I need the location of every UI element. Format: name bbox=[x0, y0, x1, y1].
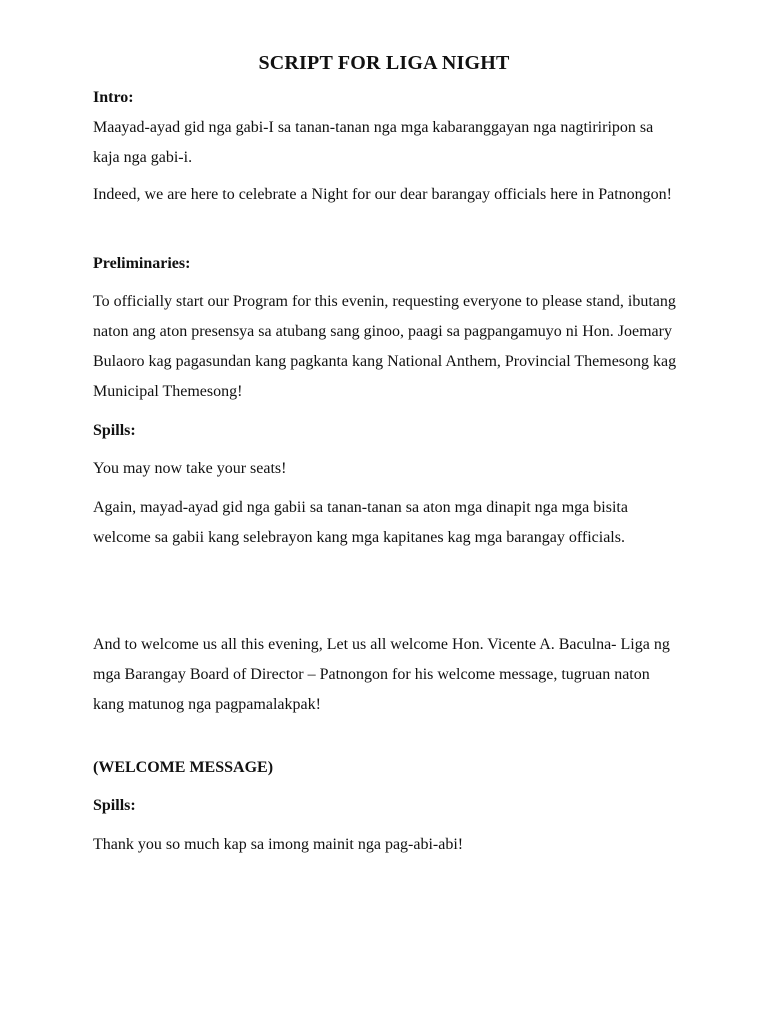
spills-paragraph-2: Again, mayad-ayad gid nga gabii sa tanan-tanan sa aton mga dinapit nga mga bisita welcome sa gabii kang selebrayon kang mga kapitanes kag mga barangay officials. bbox=[93, 499, 628, 546]
preliminaries-heading: Preliminaries: bbox=[93, 255, 191, 272]
welcome-message-heading: (WELCOME MESSAGE) bbox=[93, 759, 274, 776]
spills-heading-1: Spills: bbox=[93, 422, 136, 439]
intro-paragraph-1: Maayad-ayad gid nga gabi-I sa tanan-tanan nga mga kabaranggayan nga nagtiriripon sa kaja nga gabi-i. bbox=[93, 119, 654, 166]
spills-paragraph-3: Thank you so much kap sa imong mainit nga pag-abi-abi! bbox=[93, 836, 464, 853]
preliminaries-paragraph: To officially start our Program for this evenin, requesting everyone to please stand, ibutang naton ang aton presensya sa atubang sang ginoo, paagi sa pagpangamuyo ni Hon. Joemary Bulaoro kag pagasundan kang pagkanta kang National Anthem, Provincial Themesong kag Municipal Themesong! bbox=[93, 293, 677, 400]
welcome-intro-paragraph: And to welcome us all this evening, Let us all welcome Hon. Vicente A. Baculna- Liga ng mga Barangay Board of Director – Patnongon for his welcome message, tugruan naton kang matunog nga pagpamalakpak! bbox=[93, 636, 670, 713]
spills-heading-2: Spills: bbox=[93, 797, 136, 814]
intro-heading: Intro: bbox=[93, 89, 134, 106]
document-title: SCRIPT FOR LIGA NIGHT bbox=[258, 52, 510, 74]
intro-paragraph-2: Indeed, we are here to celebrate a Night for our dear barangay officials here in Patnongon! bbox=[93, 186, 672, 203]
spills-paragraph-1: You may now take your seats! bbox=[93, 460, 287, 477]
